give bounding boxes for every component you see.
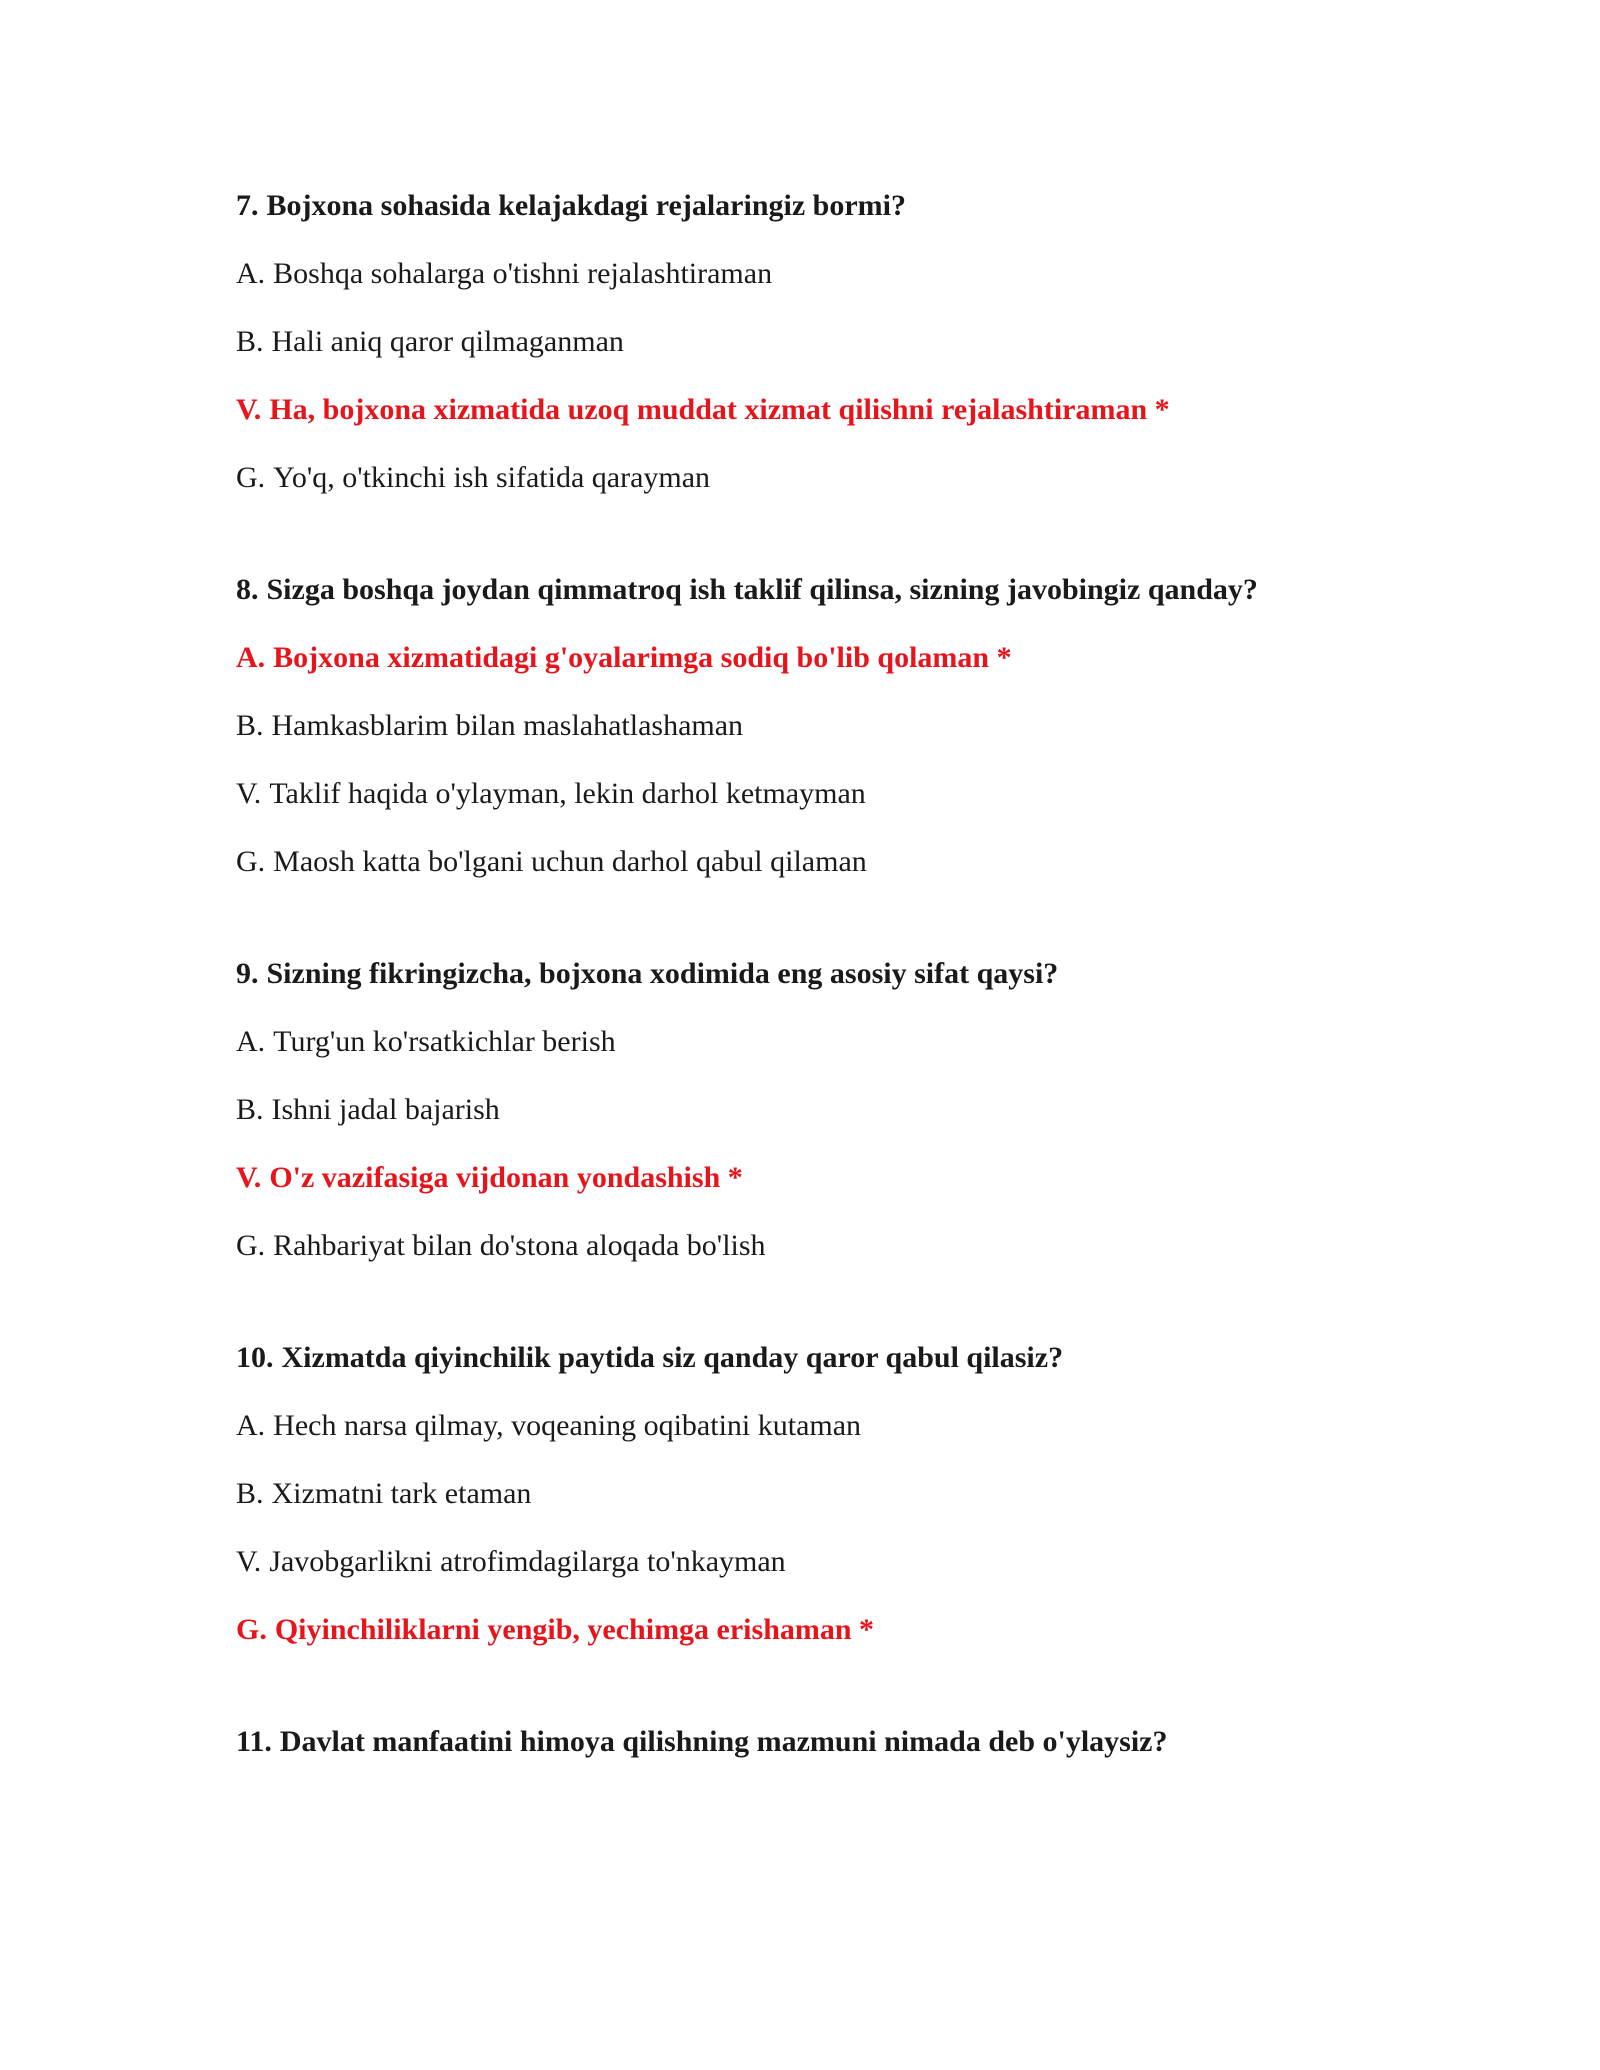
question-text: Bojxona sohasida kelajakdagi rejalaringiz bormi? <box>266 189 906 222</box>
option-letter: G. <box>236 1613 267 1646</box>
option-v-correct <box>236 390 1416 430</box>
option-text: Ha, bojxona xizmatida uzoq muddat xizmat qilishni rejalashtiraman * <box>269 393 1170 426</box>
option-b <box>236 322 1416 362</box>
option-letter: G. <box>236 461 266 494</box>
option-letter: V. <box>236 1161 262 1194</box>
option-letter: V. <box>236 393 262 426</box>
option-text: Hamkasblarim bilan maslahatlashaman <box>271 709 744 742</box>
option-g <box>236 842 1416 882</box>
option-b <box>236 706 1416 746</box>
question-number: 11. <box>236 1725 272 1758</box>
document-page <box>236 186 1416 1834</box>
option-a <box>236 1022 1416 1062</box>
option-v <box>236 774 1416 814</box>
question-text: Sizga boshqa joydan qimmatroq ish taklif qilinsa, sizning javobingiz qanday? <box>266 573 1258 606</box>
option-letter: B. <box>236 325 264 358</box>
option-letter: B. <box>236 1477 264 1510</box>
option-letter: A. <box>236 257 266 290</box>
option-v <box>236 1542 1416 1582</box>
question-number: 8. <box>236 573 259 606</box>
option-text: Maosh katta bo'lgani uchun darhol qabul qilaman <box>273 845 867 878</box>
option-letter: A. <box>236 641 266 674</box>
question-number: 9. <box>236 957 259 990</box>
question-text: Davlat manfaatini himoya qilishning mazmuni nimada deb o'ylaysiz? <box>279 1725 1168 1758</box>
option-text: Hech narsa qilmay, voqeaning oqibatini kutaman <box>273 1409 862 1442</box>
option-text: Qiyinchiliklarni yengib, yechimga erishaman * <box>274 1613 875 1646</box>
question-text: Xizmatda qiyinchilik paytida siz qanday qaror qabul qilasiz? <box>281 1341 1064 1374</box>
option-text: Bojxona xizmatidagi g'oyalarimga sodiq bo'lib qolaman * <box>273 641 1012 674</box>
option-text: Boshqa sohalarga o'tishni rejalashtiraman <box>273 257 773 290</box>
option-letter: V. <box>236 777 262 810</box>
option-b <box>236 1474 1416 1514</box>
option-text: Yo'q, o'tkinchi ish sifatida qarayman <box>273 461 711 494</box>
question-number: 10. <box>236 1341 274 1374</box>
question-9 <box>236 954 1416 1266</box>
option-letter: G. <box>236 845 266 878</box>
option-v-correct <box>236 1158 1416 1198</box>
option-a <box>236 254 1416 294</box>
question-8 <box>236 570 1416 882</box>
question-11 <box>236 1722 1416 1762</box>
question-title <box>236 570 1416 610</box>
option-text: Rahbariyat bilan do'stona aloqada bo'lish <box>273 1229 766 1262</box>
question-title <box>236 186 1416 226</box>
option-text: Turg'un ko'rsatkichlar berish <box>273 1025 616 1058</box>
question-title <box>236 954 1416 994</box>
option-a-correct <box>236 638 1416 678</box>
question-number: 7. <box>236 189 259 222</box>
option-letter: G. <box>236 1229 266 1262</box>
option-b <box>236 1090 1416 1130</box>
option-text: Ishni jadal bajarish <box>271 1093 500 1126</box>
option-g <box>236 1226 1416 1266</box>
option-letter: A. <box>236 1025 266 1058</box>
option-letter: B. <box>236 709 264 742</box>
option-text: Xizmatni tark etaman <box>271 1477 532 1510</box>
option-letter: V. <box>236 1545 262 1578</box>
question-title <box>236 1722 1416 1762</box>
option-g <box>236 458 1416 498</box>
question-title <box>236 1338 1416 1378</box>
option-a <box>236 1406 1416 1446</box>
option-text: Javobgarlikni atrofimdagilarga to'nkayman <box>269 1545 786 1578</box>
question-text: Sizning fikringizcha, bojxona xodimida eng asosiy sifat qaysi? <box>266 957 1059 990</box>
option-text: O'z vazifasiga vijdonan yondashish * <box>269 1161 743 1194</box>
option-text: Hali aniq qaror qilmaganman <box>271 325 624 358</box>
option-text: Taklif haqida o'ylayman, lekin darhol ketmayman <box>269 777 866 810</box>
option-g-correct <box>236 1610 1416 1650</box>
question-10 <box>236 1338 1416 1650</box>
option-letter: B. <box>236 1093 264 1126</box>
question-7 <box>236 186 1416 498</box>
option-letter: A. <box>236 1409 266 1442</box>
